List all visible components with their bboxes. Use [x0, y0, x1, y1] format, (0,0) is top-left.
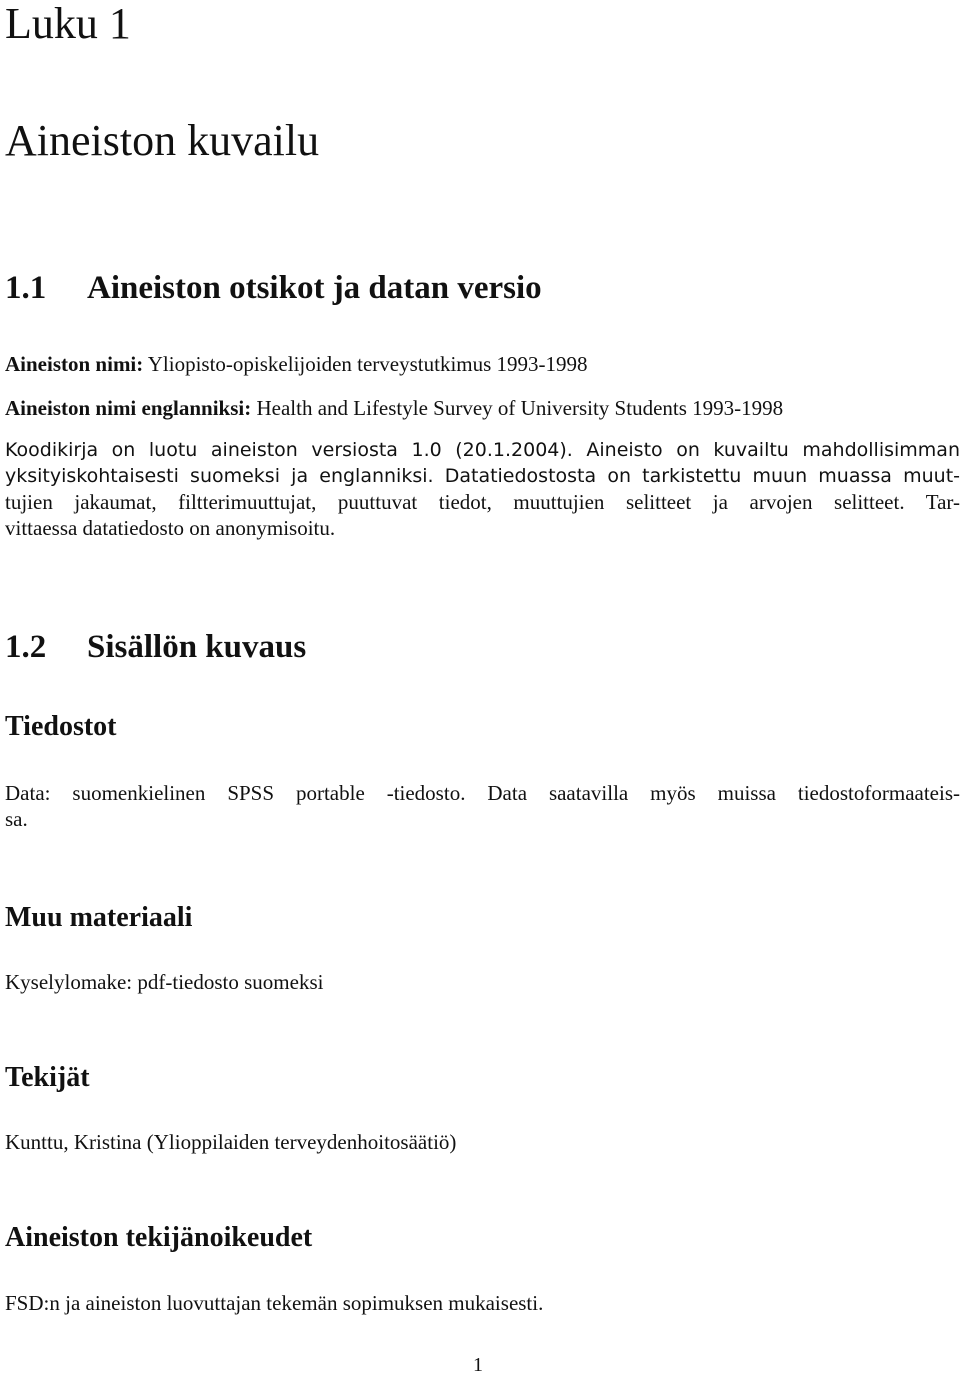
authors-text: Kunttu, Kristina (Ylioppilaiden terveydenhoitosäätiö)	[5, 1130, 457, 1154]
authors-heading: Tekijät	[5, 1062, 90, 1093]
dataset-name-label: Aineiston nimi:	[5, 352, 144, 376]
dataset-name-line	[5, 351, 588, 377]
section-heading-1-2	[5, 628, 306, 666]
dataset-name-en-value: Health and Lifestyle Survey of University Students 1993-1998	[256, 396, 784, 420]
section-number: 1.1	[5, 270, 47, 306]
paragraph-line: tujien jakaumat, filtterimuuttujat, puuttuvat tiedot, muuttujien selitteet ja arvojen selitteet. Tar-	[5, 490, 960, 514]
section-number: 1.2	[5, 629, 47, 665]
copyright-heading: Aineiston tekijänoikeudet	[5, 1222, 313, 1253]
section-title: Sisällön kuvaus	[87, 629, 307, 665]
files-paragraph	[5, 780, 960, 832]
paragraph-line: sa.	[5, 807, 28, 831]
chapter-title: Aineiston kuvailu	[5, 116, 320, 165]
section-heading-1-1	[5, 269, 542, 307]
chapter-label: Luku 1	[5, 0, 131, 48]
files-heading: Tiedostot	[5, 711, 117, 742]
dataset-name-value: Yliopisto-opiskelijoiden terveystutkimus 1993-1998	[147, 352, 588, 376]
paragraph-line: Data: suomenkielinen SPSS portable -tiedosto. Data saatavilla myös muissa tiedostoformaateis-	[5, 781, 960, 805]
dataset-name-en-label: Aineiston nimi englanniksi:	[5, 396, 252, 420]
section-title: Aineiston otsikot ja datan versio	[87, 270, 542, 306]
copyright-text: FSD:n ja aineiston luovuttajan tekemän sopimuksen mukaisesti.	[5, 1291, 544, 1315]
codebook-paragraph	[5, 437, 960, 541]
paragraph-line: vittaessa datatiedosto on anonymisoitu.	[5, 516, 336, 540]
paragraph-line: Koodikirja on luotu aineiston versiosta 1.0 (20.1.2004). Aineisto on kuvailtu mahdollisimman	[5, 439, 960, 461]
dataset-name-en-line	[5, 395, 783, 421]
other-material-heading: Muu materiaali	[5, 902, 193, 933]
other-material-text: Kyselylomake: pdf-tiedosto suomeksi	[5, 970, 324, 994]
paragraph-line: yksityiskohtaisesti suomeksi ja englanniksi. Datatiedostosta on tarkistettu muun muassa muut-	[5, 465, 960, 487]
page-number: 1	[473, 1354, 483, 1376]
